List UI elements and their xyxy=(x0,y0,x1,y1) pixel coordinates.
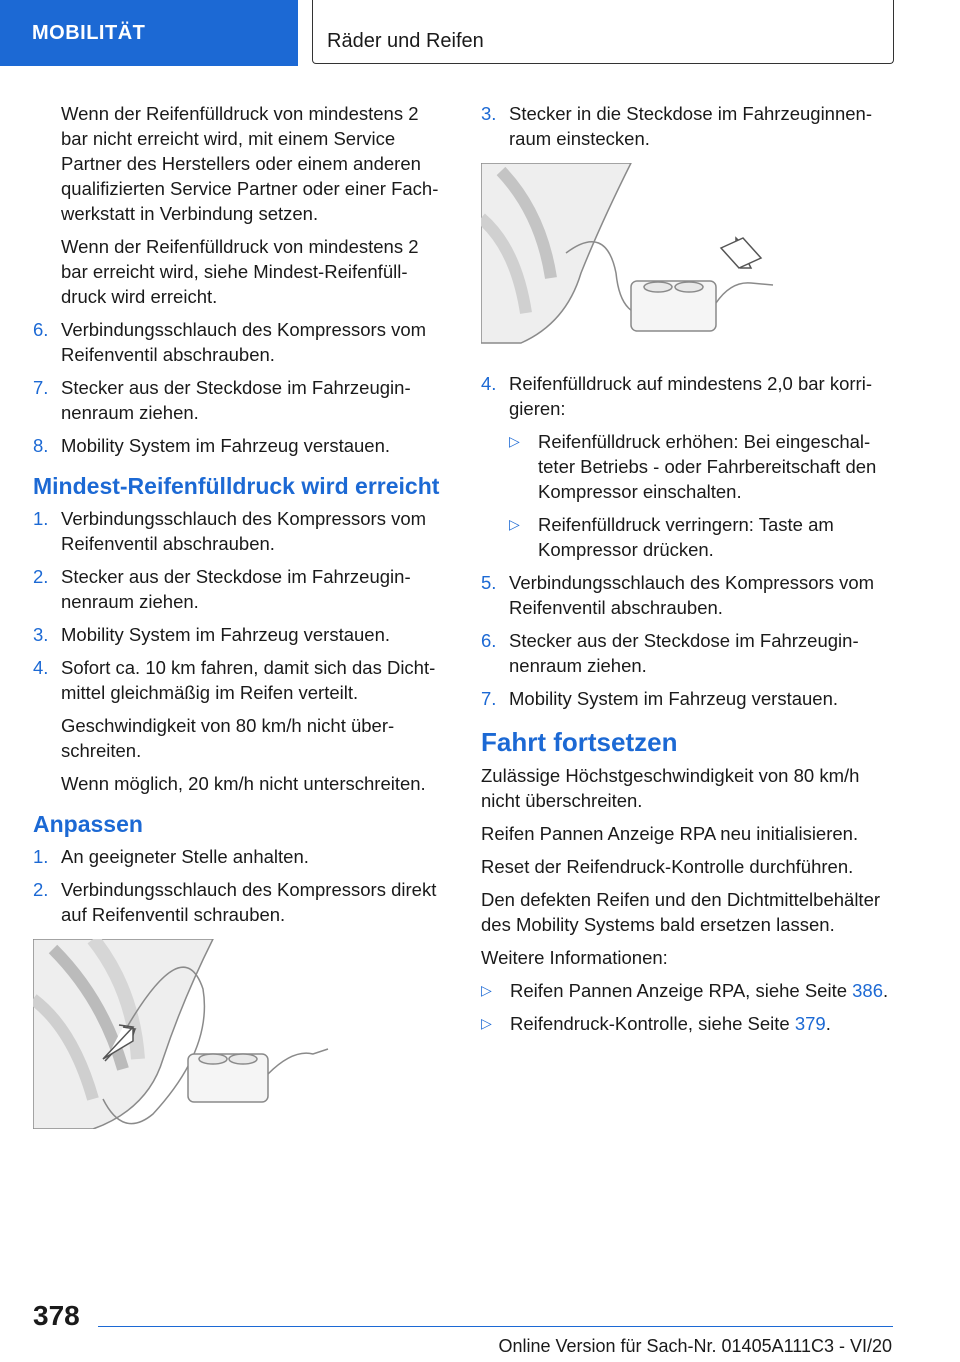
info-rdc-text: Reifendruck-Kontrolle, siehe Seite xyxy=(510,1013,795,1034)
heading-min-pressure-reached: Mindest-Reifenfülldruck wird erreicht xyxy=(33,473,440,499)
list-item: 4. Sofort ca. 10 km fahren, damit sich das Dichtmittel gleichmäßig im Reifen verteilt. xyxy=(33,657,436,703)
steps-list-c xyxy=(33,844,443,927)
list-item: 7. Stecker aus der Steckdose im Fahrzeuginnenraum ziehen. xyxy=(33,377,411,423)
triangle-bullet-icon: ▷ xyxy=(509,433,520,449)
list-item: 6. Verbindungsschlauch des Kompressors vom Reifenventil abschrauben. xyxy=(33,319,427,365)
link-page-386[interactable]: 386 xyxy=(852,980,884,1001)
list-item: 4. Reifenfülldruck auf mindestens 2,0 bar korrigieren: xyxy=(481,373,872,419)
bullet-item: ▷ Reifendruck-Kontrolle, siehe Seite 379. xyxy=(481,1013,831,1034)
steps-list-b xyxy=(33,506,443,705)
left-column xyxy=(33,101,443,1147)
list-item: 1. An geeigneter Stelle anhalten. xyxy=(33,846,309,867)
right-column xyxy=(481,101,901,1044)
paragraph-replace: Den defekten Reifen und den Dichtmittelbehälter des Mobility Systems bald ersetzen lassen. xyxy=(481,889,881,935)
page-number: 378 xyxy=(33,1300,80,1331)
intro-paragraph-1: Wenn der Reifenfülldruck von mindestens 2 bar nicht erreicht wird, mit einem Service Partner des Herstellers oder einem anderen qualifizierten Service Partner oder einer Fachwerkstatt in Verbindung setzen. xyxy=(61,103,439,224)
list-item: 8. Mobility System im Fahrzeug verstauen. xyxy=(33,435,391,456)
list-item: 2. Stecker aus der Steckdose im Fahrzeuginnenraum ziehen. xyxy=(33,566,411,612)
section-tab xyxy=(0,0,298,66)
list-item: 6. Stecker aus der Steckdose im Fahrzeuginnenraum ziehen. xyxy=(481,630,859,676)
bullet-item: ▷ Reifenfülldruck erhöhen: Bei eingeschalteter Betriebs - oder Fahrbereitschaft den Kompressor einschalten. xyxy=(509,431,877,502)
list-item: 1. Verbindungsschlauch des Kompressors vom Reifenventil abschrauben. xyxy=(33,508,427,554)
note-speed: Geschwindigkeit von 80 km/h nicht überschreiten. xyxy=(61,715,395,761)
section-title: MOBILITÄT xyxy=(32,21,146,44)
steps-list-a xyxy=(33,317,443,458)
heading-continue-driving: Fahrt fortsetzen xyxy=(481,727,678,757)
intro-paragraph-2: Wenn der Reifenfülldruck von mindestens 2 bar erreicht wird, siehe Mindest-Reifenfülldruck wird erreicht. xyxy=(61,236,419,307)
footer-online-version: Online Version für Sach-Nr. 01405A111C3 - VI/20 xyxy=(498,1336,892,1356)
paragraph-rpa: Reifen Pannen Anzeige RPA neu initialisieren. xyxy=(481,823,859,844)
compressor-valve-illustration xyxy=(33,939,333,1129)
list-item: 3. Mobility System im Fahrzeug verstauen. xyxy=(33,624,391,645)
info-rpa-text: Reifen Pannen Anzeige RPA, siehe Seite xyxy=(510,980,853,1001)
paragraph-more-info: Weitere Informationen: xyxy=(481,947,668,968)
triangle-bullet-icon: ▷ xyxy=(509,516,520,532)
chapter-title: Räder und Reifen xyxy=(327,30,484,52)
link-page-379[interactable]: 379 xyxy=(794,1013,826,1034)
bullet-item: ▷ Reifen Pannen Anzeige RPA, siehe Seite 386. xyxy=(481,980,889,1001)
note-min-speed: Wenn möglich, 20 km/h nicht unterschreiten. xyxy=(61,773,426,794)
steps-list-f xyxy=(481,570,901,711)
compressor-socket-illustration xyxy=(481,163,781,353)
list-item: 7. Mobility System im Fahrzeug verstauen. xyxy=(481,688,839,709)
triangle-bullet-icon: ▷ xyxy=(481,1015,492,1031)
paragraph-max-speed: Zulässige Höchstgeschwindigkeit von 80 km/h nicht überschreiten. xyxy=(481,765,860,811)
heading-adjust: Anpassen xyxy=(33,811,143,837)
list-item: 3. Stecker in die Steckdose im Fahrzeuginnenraum einstecken. xyxy=(481,103,873,149)
paragraph-reset: Reset der Reifendruck-Kontrolle durchführen. xyxy=(481,856,854,877)
triangle-bullet-icon: ▷ xyxy=(481,982,492,998)
list-item: 2. Verbindungsschlauch des Kompressors direkt auf Reifenventil schrauben. xyxy=(33,879,437,925)
bullet-item: ▷ Reifenfülldruck verringern: Taste am Kompressor drücken. xyxy=(509,514,834,560)
steps-list-d xyxy=(481,101,901,151)
list-item: 5. Verbindungsschlauch des Kompressors vom Reifenventil abschrauben. xyxy=(481,572,875,618)
chapter-tab xyxy=(312,0,894,64)
footer-divider xyxy=(98,1326,893,1327)
steps-list-e xyxy=(481,371,901,421)
